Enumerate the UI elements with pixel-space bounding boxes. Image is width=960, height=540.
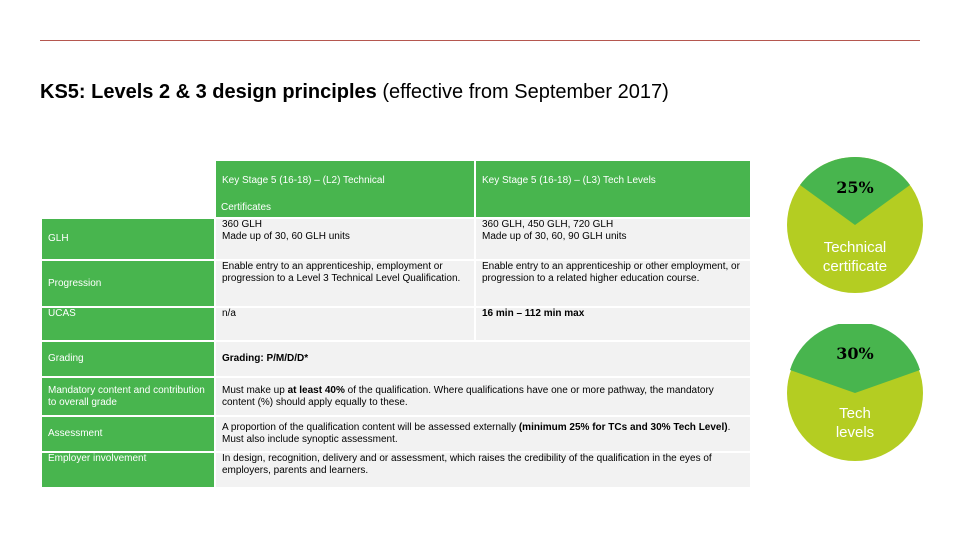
- row-label-progression: Progression: [41, 260, 215, 307]
- table-row: [41, 416, 751, 452]
- table-row: [41, 452, 751, 488]
- glh-l2: 360 GLH Made up of 30, 60 GLH units: [215, 218, 475, 260]
- table-row: [41, 218, 751, 260]
- row-label-assessment: Assessment: [41, 416, 215, 452]
- tech-levels-percent: 30%: [836, 344, 874, 363]
- ucas-l3: 16 min – 112 min max: [475, 307, 751, 341]
- tech-levels-label: Tech levels: [835, 405, 875, 441]
- page-title: [40, 81, 669, 104]
- header-l3: Key Stage 5 (16-18) – (L3) Tech Levels: [475, 160, 751, 218]
- header-blank: [41, 160, 215, 218]
- row-label-ucas: UCAS: [41, 307, 215, 341]
- row-label-grading: Grading: [41, 341, 215, 377]
- table-row: [41, 341, 751, 377]
- ucas-l2: n/a: [215, 307, 475, 341]
- employer-value: In design, recognition, delivery and or assessment, which raises the credibility of the qualification in the eyes of employers, parents and learners.: [215, 452, 751, 488]
- table-row: [41, 307, 751, 341]
- assessment-value: A proportion of the qualification content will be assessed externally (minimum 25% for TCs and 30% Tech Level). Must also include synoptic assessment.: [215, 416, 751, 452]
- row-label-employer: Employer involvement: [41, 452, 215, 488]
- page-title-bold: KS5: Levels 2 & 3 design principles: [40, 81, 377, 103]
- progression-l2: Enable entry to an apprenticeship, employment or progression to a Level 3 Technical Level Qualification.: [215, 260, 475, 307]
- header-l2-line2: Certificates: [221, 202, 272, 213]
- row-label-mandatory: Mandatory content and contribution to overall grade: [41, 377, 215, 416]
- tech-levels-pie: [786, 324, 924, 462]
- technical-certificate-pie: [786, 156, 924, 294]
- glh-l3: 360 GLH, 450 GLH, 720 GLH Made up of 30, 60, 90 GLH units: [475, 218, 751, 260]
- header-l2: Key Stage 5 (16-18) – (L2) Technical: [215, 160, 475, 218]
- design-principles-table: [40, 159, 752, 489]
- grading-value: Grading: P/M/D/D*: [215, 341, 751, 377]
- technical-label: Technical certificate: [822, 239, 888, 275]
- top-divider: [40, 40, 920, 41]
- table-header-row: [41, 160, 751, 218]
- table-row: [41, 377, 751, 416]
- row-label-glh: GLH: [41, 218, 215, 260]
- mandatory-value: Must make up at least 40% of the qualification. Where qualifications have one or more pathway, the mandatory content (%) should apply equally to these.: [215, 377, 751, 416]
- page-title-rest: (effective from September 2017): [376, 81, 669, 103]
- progression-l3: Enable entry to an apprenticeship or other employment, or progression to a related higher education course.: [475, 260, 751, 307]
- table-row: [41, 260, 751, 307]
- technical-percent: 25%: [836, 178, 874, 197]
